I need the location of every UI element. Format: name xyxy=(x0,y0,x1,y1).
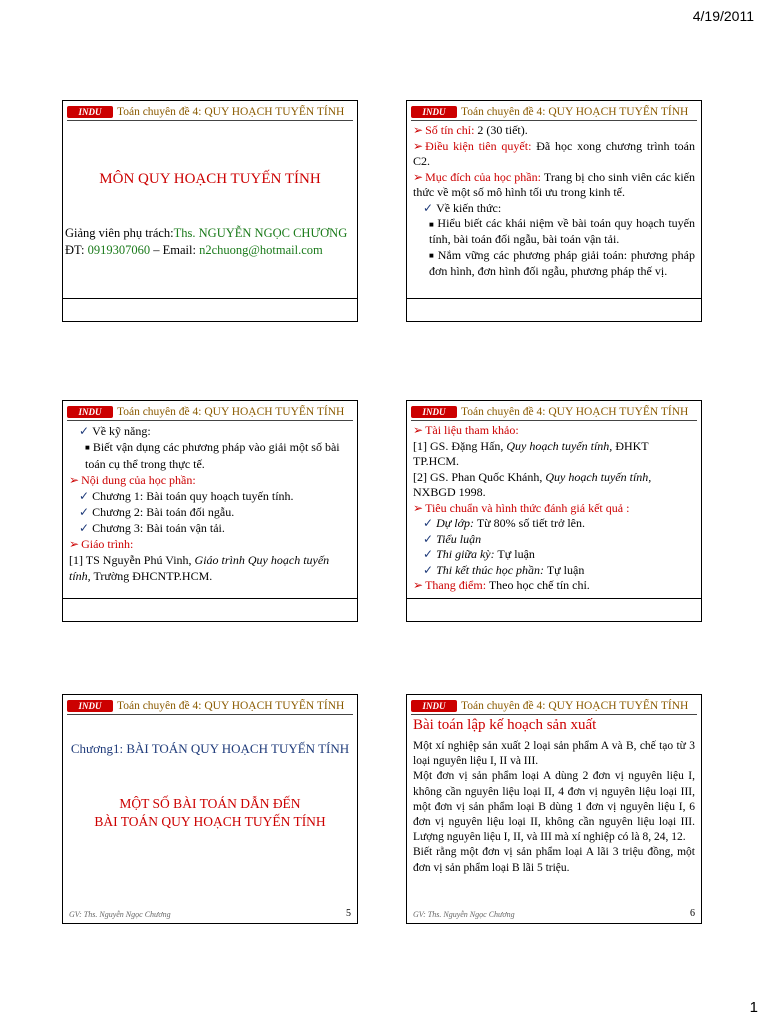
logo: INDU xyxy=(411,700,457,712)
logo: INDU xyxy=(411,106,457,118)
logo: INDU xyxy=(67,106,113,118)
slide-header: INDU Toán chuyên đề 4: QUY HOẠCH TUYẾN TÍNH xyxy=(67,405,353,419)
logo: INDU xyxy=(67,700,113,712)
slide-header: INDU Toán chuyên đề 4: QUY HOẠCH TUYẾN TÍNH xyxy=(411,105,697,119)
slide-header: INDU Toán chuyên đề 4: QUY HOẠCH TUYẾN TÍNH xyxy=(67,105,353,119)
slide-1 xyxy=(62,100,358,322)
slide-2: INDU Toán chuyên đề 4: QUY HOẠCH TUYẾN TÍNH ➢ Số tín chỉ: 2 (30 tiết). ➢ Điều kiện tiên quyết: Đã học xong chương trình toán C2. ➢ Mục đích của học phần: Trang bị cho sinh viên các kiến thức về một số mô hình tối ưu trong kinh tế. ✓ Về kiến thức: ■ Hiểu biết các khái niệm về bài toán quy hoạch tuyến tính, bài toán đối ngẫu, bài toán vận tải. ■ Nắm vững các phương pháp giải toán: phương pháp đơn hình, đơn hình đối ngẫu, phương pháp thế vị. xyxy=(406,100,702,322)
slide-5 xyxy=(62,694,358,924)
print-date: 4/19/2011 xyxy=(692,8,754,24)
chapter-title: Chương1: BÀI TOÁN QUY HOẠCH TUYẾN TÍNH xyxy=(70,741,350,756)
slide-number: 5 xyxy=(346,908,351,919)
slide-3: INDU Toán chuyên đề 4: QUY HOẠCH TUYẾN TÍNH ✓ Về kỹ năng: ■ Biết vận dụng các phương pháp vào giải một số bài toán cụ thể trong thực tế. ➢ Nội dung của học phần: ✓ Chương 1: Bài toán quy hoạch tuyến tính. ✓ Chương 2: Bài toán đối ngẫu. ✓ Chương 3: Bài toán vận tải. ➢ Giáo trình: [1] TS Nguyễn Phú Vinh, Giáo trình Quy hoạch tuyến tính, Trường ĐHCNTP.HCM. xyxy=(62,400,358,622)
page-number: 1 xyxy=(749,999,758,1016)
logo: INDU xyxy=(411,406,457,418)
course-title: MÔN QUY HOẠCH TUYẾN TÍNH xyxy=(99,171,321,187)
slide-footer: GV: Ths. Nguyễn Ngọc Chương xyxy=(69,910,171,919)
lecturer-info: Giảng viên phụ trách:Ths. NGUYỄN NGỌC CHƯƠNG ĐT: 0919307060 – Email: n2chuong@hotmail.com xyxy=(65,226,348,257)
slide-header: INDU Toán chuyên đề 4: QUY HOẠCH TUYẾN TÍNH xyxy=(67,699,353,713)
slide-header: INDU Toán chuyên đề 4: QUY HOẠCH TUYẾN TÍNH xyxy=(411,699,697,713)
problem-title: Bài toán lập kế hoạch sản xuất xyxy=(413,717,597,733)
slide-subtitle: MỘT SỐ BÀI TOÁN DẪN ĐẾN BÀI TOÁN QUY HOẠCH TUYẾN TÍNH xyxy=(94,796,326,829)
slide-4: INDU Toán chuyên đề 4: QUY HOẠCH TUYẾN TÍNH ➢ Tài liệu tham khảo: [1] GS. Đặng Hấn, Quy hoạch tuyến tính, ĐHKT TP.HCM. [2] GS. Phan Quốc Khánh, Quy hoạch tuyến tính, NXBGD 1998. ➢ Tiêu chuẩn và hình thức đánh giá kết quả : ✓ Dự lớp: Từ 80% số tiết trở lên. ✓ Tiểu luận ✓ Thi giữa kỳ: Tự luận ✓ Thi kết thúc học phần: Tự luận ➢ Thang điểm: Theo học chế tín chỉ. xyxy=(406,400,702,622)
slide-header: INDU Toán chuyên đề 4: QUY HOẠCH TUYẾN TÍNH xyxy=(411,405,697,419)
logo: INDU xyxy=(67,406,113,418)
slide-number: 6 xyxy=(690,908,695,919)
slide-6: INDU Toán chuyên đề 4: QUY HOẠCH TUYẾN TÍNH Bài toán lập kế hoạch sản xuất Một xí nghiệp sản xuất 2 loại sản phẩm A và B, chế tạo từ 3 loại nguyên liệu I, II và III. Một đơn vị sản phẩm loại A dùng 2 đơn vị nguyên liệu I, không cần nguyên liệu loại II, 4 đơn vị nguyên liệu loại III, một đơn vị sản phẩm loại B dùng 1 đơn vị nguyên liệu I, 6 đơn vị nguyên liệu loại II, không cần nguyên liệu loại III. Lượng nguyên liệu I, II, và III mà xí nghiệp có là 8, 24, 12. Biết rằng một đơn vị sản phẩm loại A lãi 3 triệu đồng, một đơn vị sản phẩm loại B lãi 5 triệu. GV: Ths. Nguyễn Ngọc Chương 6 xyxy=(406,694,702,924)
slide-footer: GV: Ths. Nguyễn Ngọc Chương xyxy=(413,910,515,919)
